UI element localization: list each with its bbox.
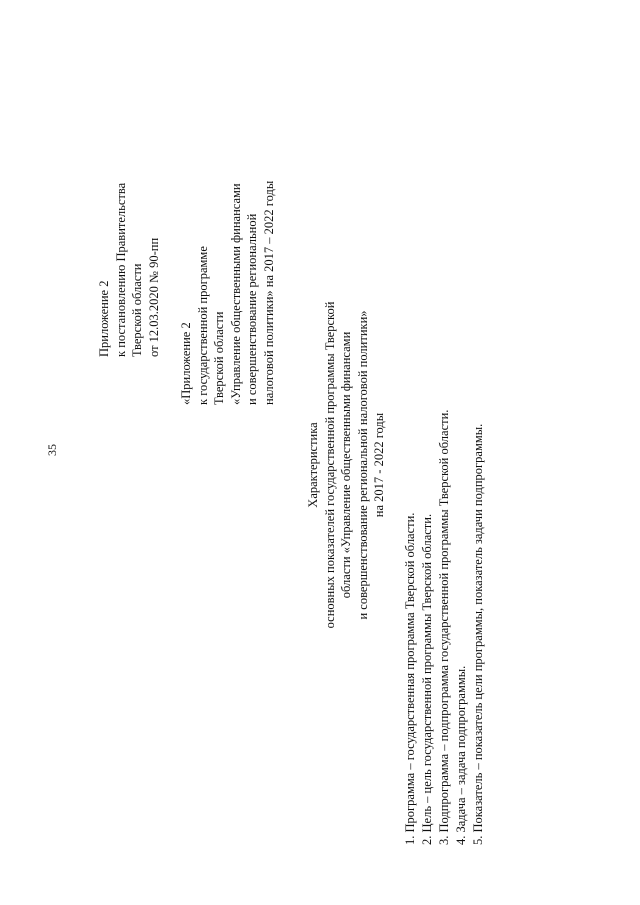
heading-line: Характеристика	[306, 422, 320, 508]
program-appendix-line: «Приложение 2	[179, 322, 193, 405]
approval-line: Тверской области	[130, 263, 144, 357]
heading-line: и совершенствование региональной налоговой политики»	[355, 310, 370, 620]
definition-item: 3. Подпрограмма – подпрограмма государственной программы Тверской области.	[437, 409, 451, 845]
heading-line: на 2017 - 2022 годы	[372, 412, 386, 518]
page-number: 35	[45, 444, 59, 456]
definition-item: 1. Программа – государственная программа Тверской области.	[403, 512, 417, 845]
approval-line: от 12.03.2020 № 90-пп	[146, 237, 161, 357]
heading-line: области «Управление общественными финансами	[339, 331, 353, 599]
program-appendix-line: к государственной программе	[195, 246, 210, 405]
program-appendix-block	[178, 181, 277, 405]
approval-line: Приложение 2	[97, 280, 111, 357]
program-appendix-line: и совершенствование региональной	[245, 213, 259, 405]
program-appendix-line: налоговой политики» на 2017 – 2022 годы	[261, 180, 276, 405]
program-appendix-line: Тверской области	[212, 311, 226, 405]
definitions-list	[402, 410, 487, 845]
program-appendix-line: «Управление общественными финансами	[228, 183, 243, 405]
approval-block	[96, 183, 162, 357]
heading-line: основных показателей государственной программы Тверской	[322, 301, 337, 629]
approval-line: к постановлению Правительства	[113, 182, 128, 357]
definition-item: 4. Задача – задача подпрограммы.	[454, 665, 468, 845]
definition-item: 5. Показатель – показатель цели программы, показатель задачи подпрограммы.	[471, 423, 485, 845]
definition-item: 2. Цель – цель государственной программы Тверской области.	[420, 513, 434, 845]
document-heading	[305, 285, 388, 645]
